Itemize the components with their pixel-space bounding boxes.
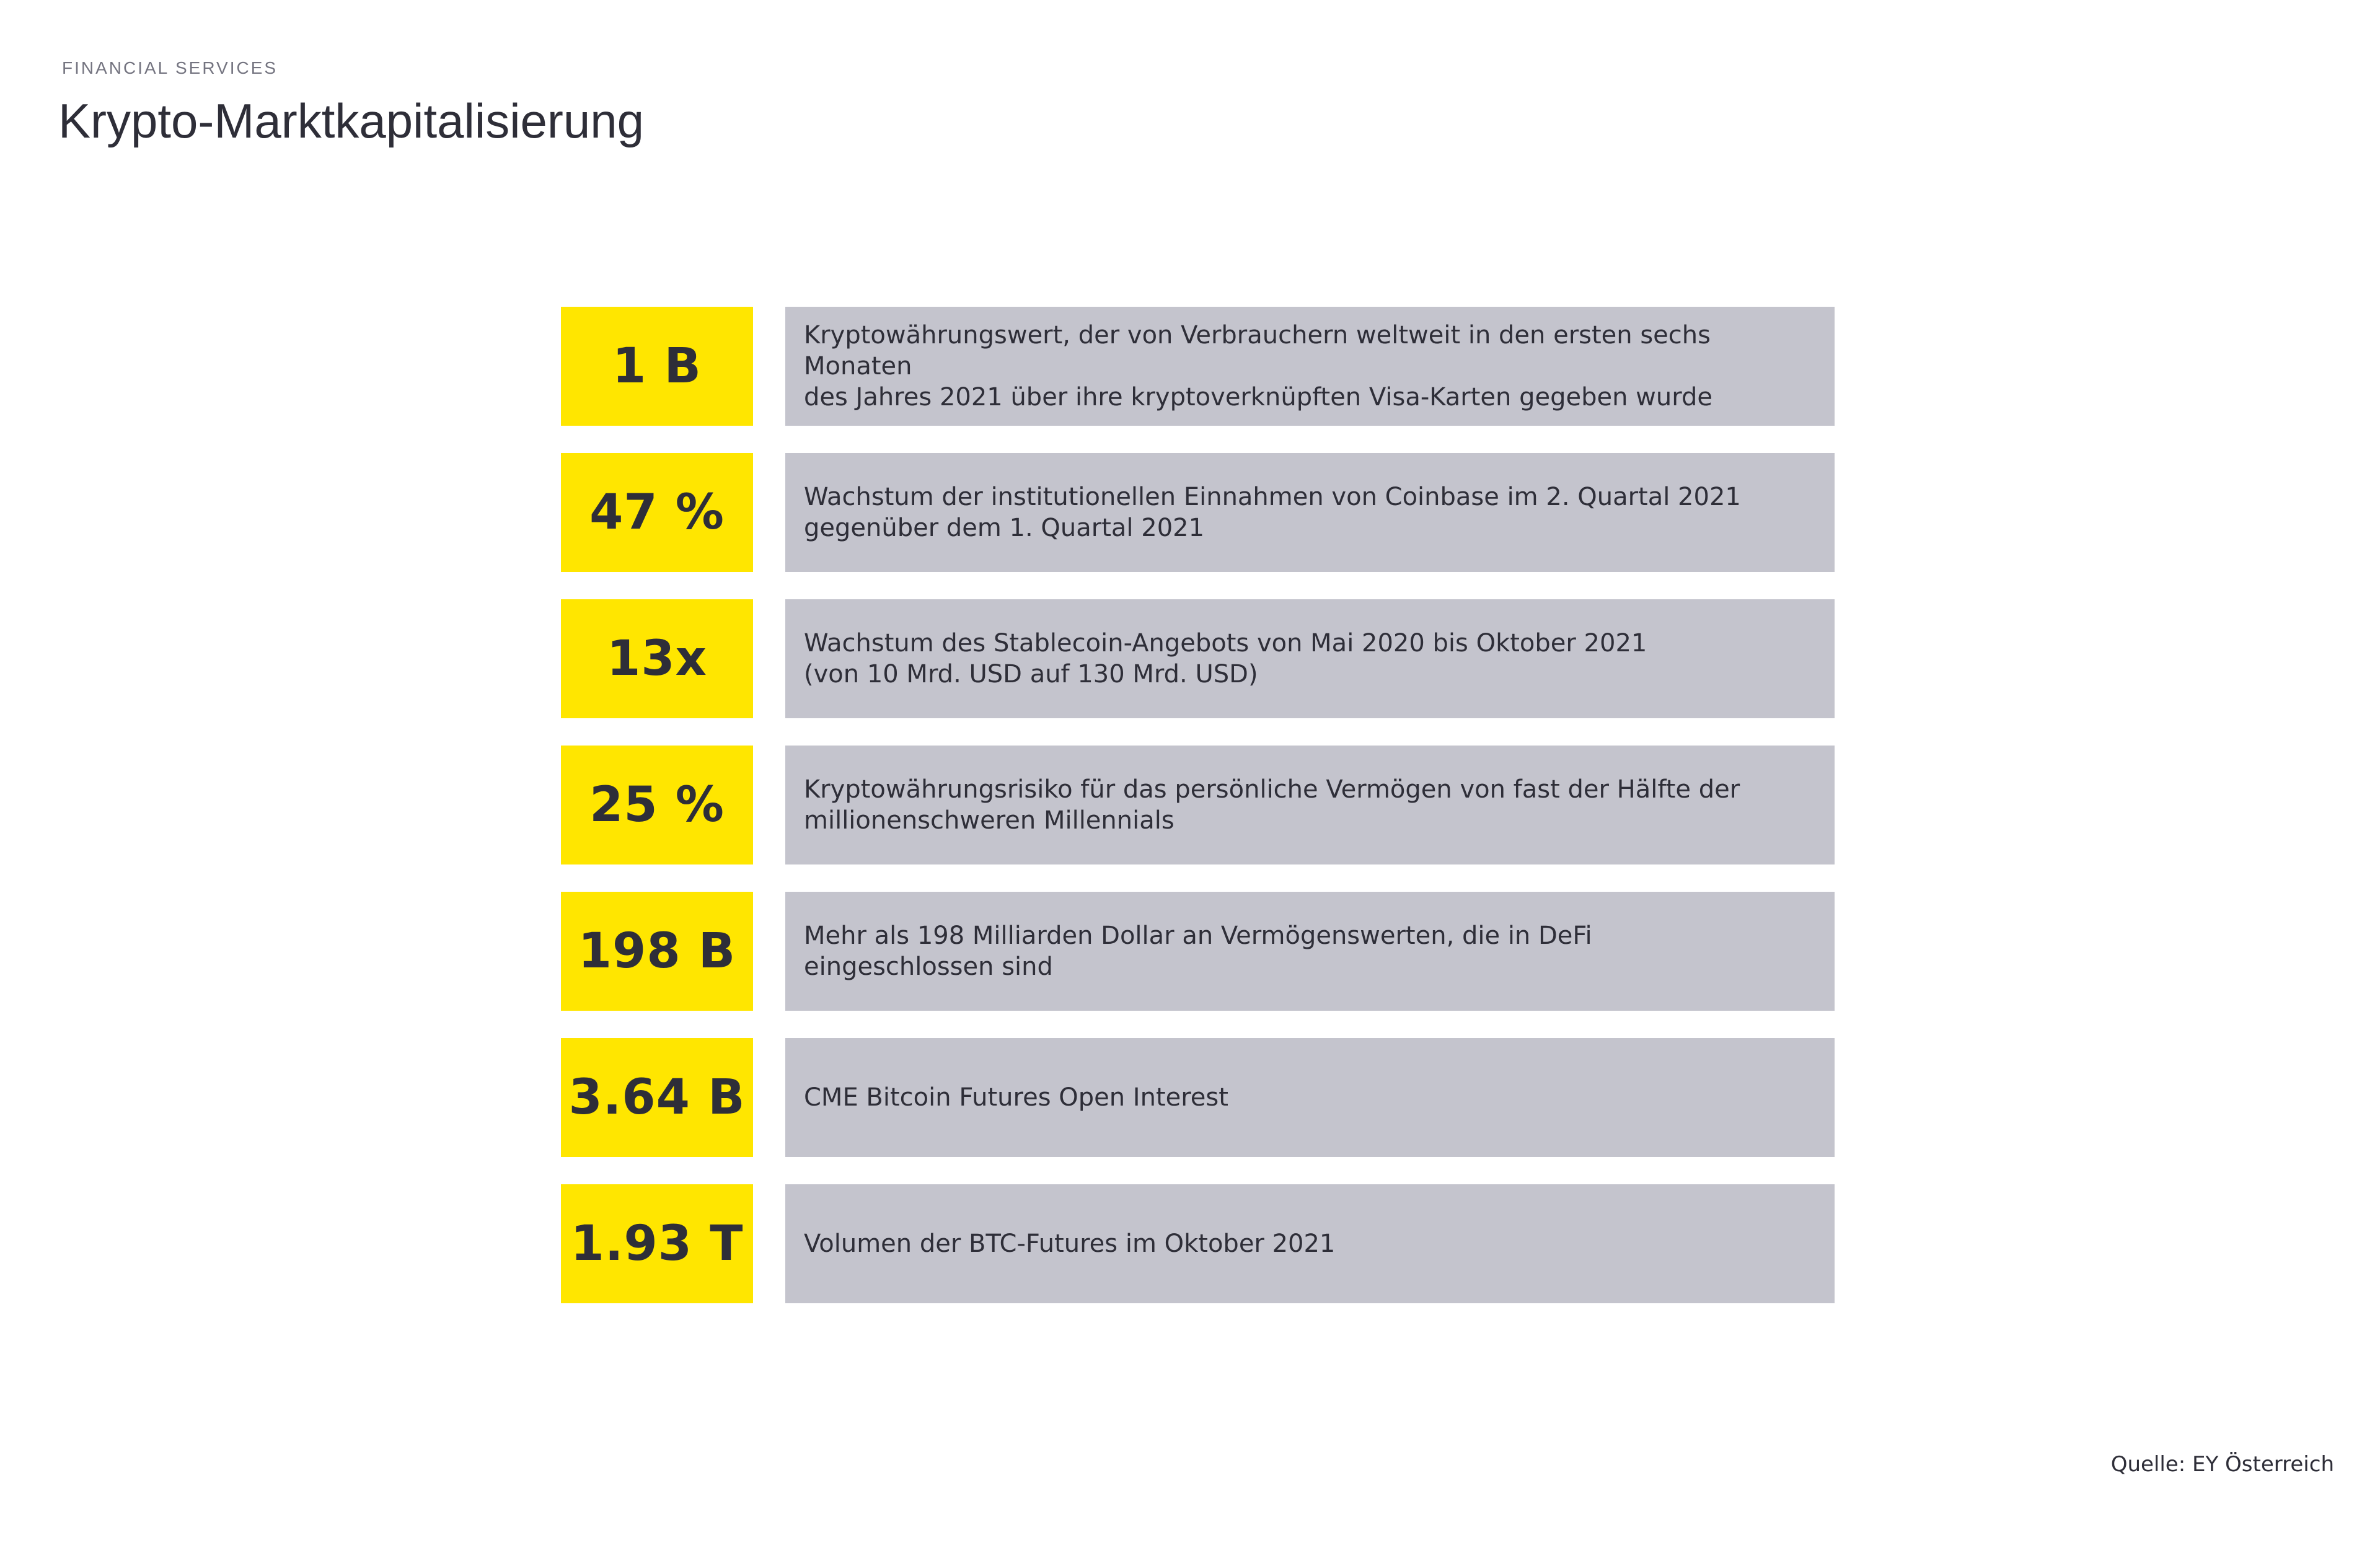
stat-value: 47 % [561,453,753,572]
stat-value: 1 B [561,307,753,426]
stat-description: Wachstum der institutionellen Einnahmen von Coinbase im 2. Quartal 2021 gegenüber dem 1. Quartal 2021 [785,453,1835,572]
stats-list [561,307,1835,1331]
stat-value: 25 % [561,746,753,864]
stat-row [561,307,1835,426]
stat-row [561,746,1835,864]
stat-description: Mehr als 198 Milliarden Dollar an Vermögenswerten, die in DeFi eingeschlossen sind [785,892,1835,1011]
stat-row [561,1038,1835,1157]
stat-description: Kryptowährungswert, der von Verbrauchern weltweit in den ersten sechs Monaten des Jahres 2021 über ihre kryptoverknüpften Visa-Karten gegeben wurde [785,307,1835,426]
stat-row [561,892,1835,1011]
eyebrow-label: FINANCIAL SERVICES [62,58,278,77]
stat-row [561,453,1835,572]
stat-description: CME Bitcoin Futures Open Interest [785,1038,1835,1157]
stat-value: 198 B [561,892,753,1011]
source-note: Quelle: EY Österreich [2110,1452,2334,1477]
stat-value: 13x [561,599,753,718]
stat-description: Wachstum des Stablecoin-Angebots von Mai 2020 bis Oktober 2021 (von 10 Mrd. USD auf 130 Mrd. USD) [785,599,1835,718]
stat-row [561,1184,1835,1303]
stat-description: Volumen der BTC-Futures im Oktober 2021 [785,1184,1835,1303]
stat-value: 3.64 B [561,1038,753,1157]
stat-description: Kryptowährungsrisiko für das persönliche Vermögen von fast der Hälfte der millionenschweren Millennials [785,746,1835,864]
stat-value: 1.93 T [561,1184,753,1303]
page-title: Krypto-Marktkapitalisierung [58,94,645,148]
stat-row [561,599,1835,718]
